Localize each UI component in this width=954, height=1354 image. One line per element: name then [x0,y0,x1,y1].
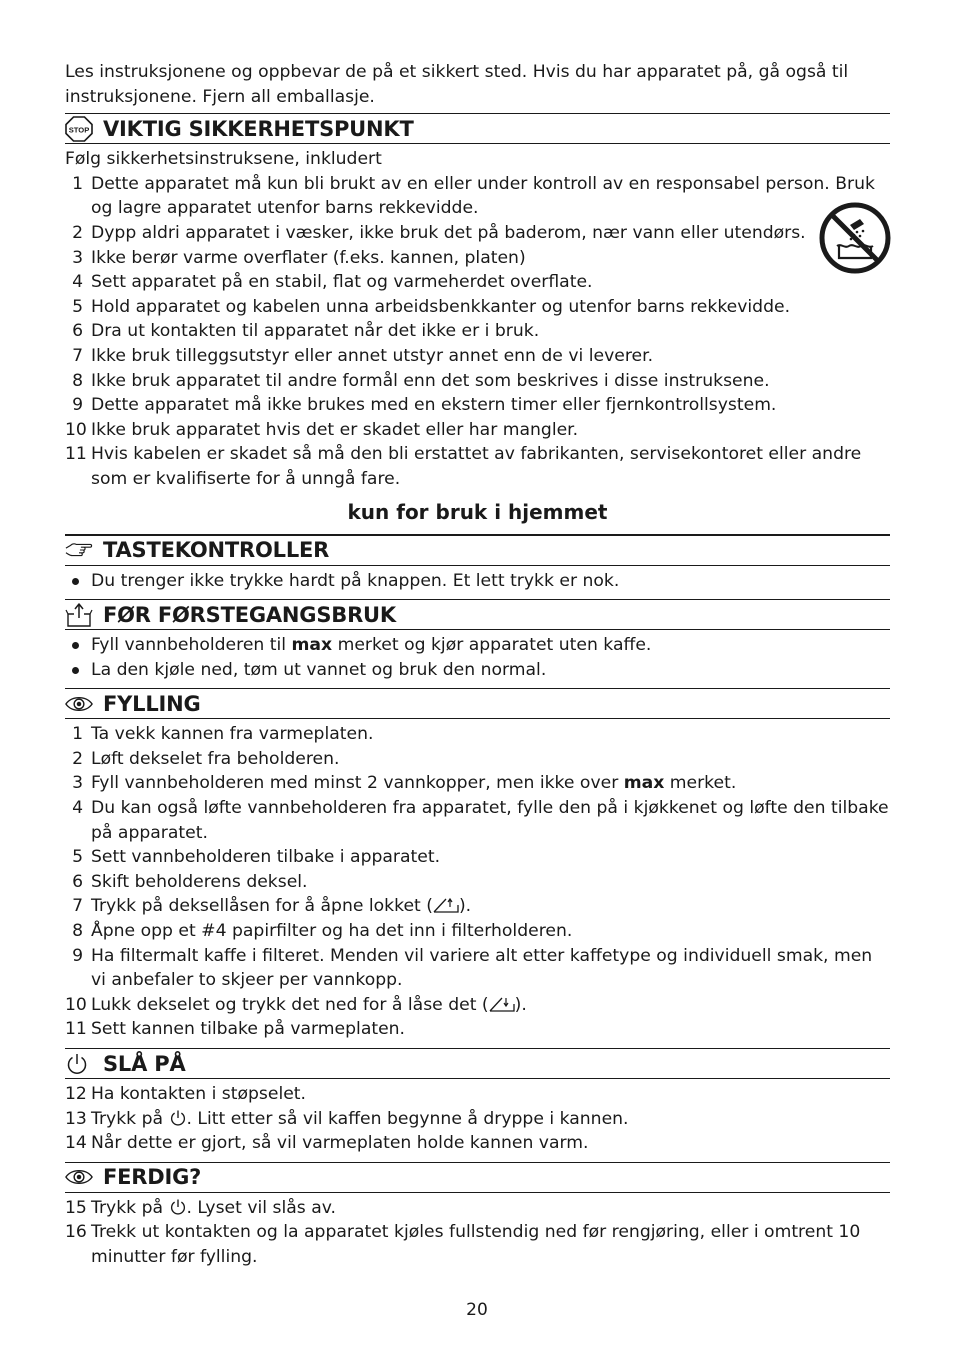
list-item: 6 Skift beholderens deksel. [72,871,308,892]
list-item: 14 Når dette er gjort, så vil varmeplaten holde kannen varm. [65,1133,589,1154]
intro-text: Les instruksjonene og oppbevar de på et sikkert sted. Hvis du har apparatet på, gå også til instruksjonene. Fjern all emballasje. [65,62,849,107]
list-item: 13 Trykk på . Litt etter så vil kaffen begynne å dryppe i kannen. [65,1108,629,1129]
list-item: 11 Sett kannen tilbake på varmeplaten. [65,1019,406,1040]
list-item: 1 Ta vekk kannen fra varmeplaten. [72,724,374,745]
domestic-use-note: kun for bruk i hjemmet [347,499,608,524]
list-item: 1 Dette apparatet må kun bli brukt av en eller under kontroll av en responsabel person. Bruk og lagre apparatet utenfor barns rekkevidde. [72,173,875,219]
filling-list [65,722,890,1042]
list-item: 8 Åpne opp et #4 papirfilter og ha det inn i filterholderen. [72,921,573,942]
list-item: 15 Trykk på . Lyset vil slås av. [65,1197,337,1218]
list-item: Fyll vannbeholderen til max merket og kjør apparatet uten kaffe. [65,633,890,658]
switch-on-list [65,1082,890,1156]
list-item: 3 Fyll vannbeholderen med minst 2 vannkopper, men ikke over max merket. [72,773,737,794]
list-item: 5 Sett vannbeholderen tilbake i apparatet. [72,847,441,868]
list-item: 2 Løft dekselet fra beholderen. [72,748,340,769]
safety-lead: Følg sikkerhetsinstruksene, inkludert [65,149,382,170]
list-item: 8 Ikke bruk apparatet til andre formål enn det som beskrives i disse instruksene. [72,370,770,391]
section-title-switch-on: SLÅ PÅ [103,1051,186,1076]
done-list [65,1196,890,1270]
list-item: 7 Trykk på deksellåsen for å åpne lokket ( ). [72,896,472,917]
section-header-switch-on [65,1048,890,1079]
list-item: 11 Hvis kabelen er skadet så må den bli erstattet av fabrikanten, servisekontoret eller andre som er kvalifiserte for å unngå fare. [65,444,862,489]
section-title-touch-controls: TASTEKONTROLLER [103,538,330,562]
lid-open-icon [433,896,459,916]
list-item: 7 Ikke bruk tilleggsutstyr eller annet utstyr annet enn de vi leverer. [72,345,654,366]
safety-list [65,172,890,492]
touch-list [65,569,890,594]
list-item: 9 Dette apparatet må ikke brukes med en ekstern timer eller fjernkontrollsystem. [72,395,777,416]
list-item: 16 Trekk ut kontakten og la apparatet kjøles fullstendig ned før rengjøring, eller i omtrent 10 minutter før fylling. [65,1222,861,1267]
no-water-warning-icon [819,202,891,279]
power-icon [65,1051,93,1077]
pointing-hand-icon [65,537,93,563]
section-header-first-use [65,599,890,630]
page-number: 20 [466,1300,488,1320]
list-item: 10 Ikke bruk apparatet hvis det er skadet eller har mangler. [65,419,579,440]
section-header-done [65,1162,890,1193]
power-icon [169,1198,187,1218]
list-item: 4 Du kan også løfte vannbeholderen fra apparatet, fylle den på i kjøkkenet og løfte den tilbake på apparatet. [72,798,889,843]
section-title-first-use: FØR FØRSTEGANGSBRUK [103,602,396,627]
list-item: 12 Ha kontakten i støpselet. [65,1084,307,1104]
list-item: La den kjøle ned, tøm ut vannet og bruk den normal. [65,658,890,683]
svg-text:STOP: STOP [68,125,90,135]
section-header-safety [65,113,890,144]
list-item: 5 Hold apparatet og kabelen unna arbeidsbenkkanter og utenfor barns rekkevidde. [72,296,791,317]
eye-icon [65,1164,93,1190]
eye-icon [65,691,93,717]
unpack-box-icon [65,602,93,628]
power-icon [169,1109,187,1129]
stop-icon [65,116,93,142]
list-item: 9 Ha filtermalt kaffe i filteret. Menden vil variere alt etter kaffetype og individuell smak, men vi anbefaler to skjeer per vannkopp. [72,945,873,991]
first-use-list [65,633,890,682]
list-item: 4 Sett apparatet på en stabil, flat og varmeherdet overflate. [72,272,593,293]
list-item: Du trenger ikke trykke hardt på knappen. Et lett trykk er nok. [65,569,890,594]
manual-page [65,60,890,1270]
section-header-touch-controls [65,534,890,566]
section-title-safety: VIKTIG SIKKERHETSPUNKT [103,116,414,141]
list-item: 10 Lukk dekselet og trykk det ned for å låse det ( ). [65,994,527,1015]
section-title-done: FERDIG? [103,1165,202,1190]
list-item: 2 Dypp aldri apparatet i væsker, ikke bruk det på baderom, nær vann eller utendørs. [72,222,806,243]
list-item: 6 Dra ut kontakten til apparatet når det ikke er i bruk. [72,321,540,342]
lid-close-icon [489,995,515,1015]
section-header-filling [65,688,890,719]
section-title-filling: FYLLING [103,691,201,716]
list-item: 3 Ikke berør varme overflater (f.eks. kannen, platen) [72,247,526,268]
